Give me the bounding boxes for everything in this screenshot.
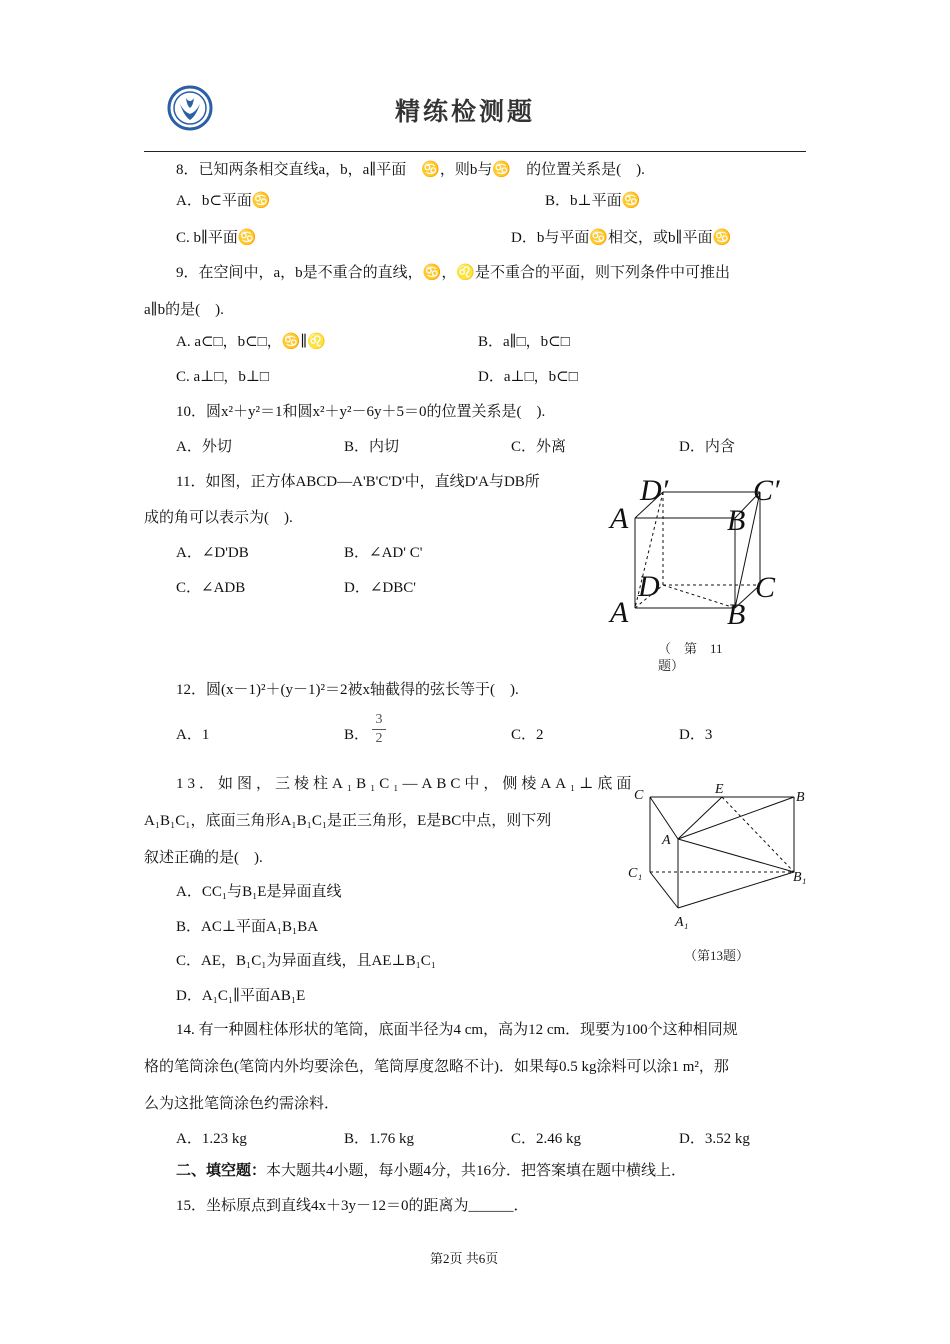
q13-option-b: B．AC⊥平面A₁B₁BA [176, 919, 319, 935]
q15-stem: 15．坐标原点到直线4x＋3y－12＝0的距离为______． [176, 1198, 529, 1214]
fraction-denominator: 2 [375, 731, 383, 746]
label-b-prime: B [727, 504, 746, 537]
q12-option-c: C．2 [511, 727, 544, 743]
logo-emblem-icon [166, 84, 214, 132]
q13-option-c: C．AE，B₁C₁为异面直线，且AE⊥B₁C₁ [176, 953, 437, 969]
q13-option-d: D．A₁C₁∥平面AB₁E [176, 988, 306, 1004]
prism-hidden-edge [722, 797, 794, 872]
q11-stem-line1: 11．如图，正方体ABCD—A'B'C'D'中，直线D'A与DB所 [176, 474, 540, 490]
label-a: A [662, 833, 671, 848]
q8-option-b: B．b⊥平面♋ [545, 193, 641, 209]
label-c1: C₁ [628, 866, 643, 881]
prism-edge [678, 797, 722, 839]
cube-diagonal-db [663, 585, 735, 608]
prism-edge [678, 797, 794, 839]
q11-option-b: B．∠AD' C' [344, 545, 423, 561]
q11-caption-line2: 题） [658, 658, 685, 673]
fraction-numerator: 3 [375, 712, 383, 727]
q14-stem-line3: 么为这批笔筒涂色约需涂料． [144, 1096, 340, 1112]
q14-stem-line2: 格的笔筒涂色(笔筒内外均要涂色，笔筒厚度忽略不计)．如果每0.5 kg涂料可以涂1 m²，那 [144, 1059, 729, 1075]
label-d: D [638, 570, 660, 603]
header-divider [144, 151, 806, 152]
label-c: C [755, 571, 776, 604]
q8-option-a: A．b⊂平面♋ [176, 193, 271, 209]
label-a1: A₁ [675, 915, 689, 930]
section-heading: 二、填空题： [176, 1163, 267, 1179]
q12-option-b: B． [344, 727, 370, 743]
label-e: E [715, 782, 724, 797]
header-title: 精练检测题 [395, 97, 536, 126]
prism-edge [678, 839, 794, 872]
q13-stem-line3: 叙述正确的是( ). [144, 850, 263, 866]
q11-option-a: A．∠D'DB [176, 545, 249, 561]
q13-option-a: A．CC₁与B₁E是异面直线 [176, 884, 342, 900]
label-d-prime: D′ [640, 474, 669, 507]
fraction-bar [372, 729, 386, 730]
q12-fraction [372, 712, 386, 747]
q8-option-d: D．b与平面♋相交，或b∥平面♋ [511, 230, 732, 246]
q10-option-b: B．内切 [344, 439, 400, 455]
q13-stem-line2: A₁B₁C₁，底面三角形A₁B₁C₁是正三角形，E是BC中点，则下列 [144, 813, 552, 829]
q11-cube-figure [605, 470, 795, 630]
q10-option-c: C．外离 [511, 439, 567, 455]
q13-prism-figure [622, 778, 817, 938]
label-a: A [610, 596, 629, 629]
q14-option-a: A．1.23 kg [176, 1131, 247, 1147]
q8-stem: 8．已知两条相交直线a，b，a∥平面 ♋，则b与♋ 的位置关系是( ). [176, 162, 645, 178]
label-b: B [796, 790, 805, 805]
q10-option-a: A．外切 [176, 439, 232, 455]
q9-option-d: D．a⊥□，b⊂□ [478, 369, 578, 385]
label-c: C [634, 788, 644, 803]
q11-stem-line2: 成的角可以表示为( ). [144, 510, 293, 526]
page-number: 第2页 共6页 [430, 1251, 499, 1266]
label-b: B [727, 598, 746, 630]
q10-stem: 10．圆x²＋y²＝1和圆x²＋y²－6y＋5＝0的位置关系是( ). [176, 404, 546, 420]
label-c-prime: C′ [753, 474, 780, 507]
label-a-prime: A [610, 502, 629, 535]
q9-stem-line1: 9．在空间中，a，b是不重合的直线，♋，♌是不重合的平面，则下列条件中可推出 [176, 265, 731, 281]
q10-option-d: D．内含 [679, 439, 735, 455]
q9-stem-line2: a∥b的是( ). [144, 302, 224, 318]
q12-option-d: D．3 [679, 727, 713, 743]
q14-option-b: B．1.76 kg [344, 1131, 415, 1147]
q9-option-a: A. a⊂□，b⊂□，♋∥♌ [176, 334, 327, 350]
q11-option-d: D．∠DBC' [344, 580, 416, 596]
q12-stem: 12．圆(x－1)²＋(y－1)²＝2被x轴截得的弦长等于( ). [176, 682, 519, 698]
prism-edge [650, 872, 678, 908]
q9-option-b: B．a∥□，b⊂□ [478, 334, 570, 350]
q9-option-c: C. a⊥□，b⊥□ [176, 369, 269, 385]
section-fill-in [176, 1159, 686, 1180]
q14-option-d: D．3.52 kg [679, 1131, 750, 1147]
q11-option-c: C．∠ADB [176, 580, 246, 596]
q14-option-c: C．2.46 kg [511, 1131, 582, 1147]
prism-edge [678, 872, 794, 908]
q8-option-c: C. b∥平面♋ [176, 230, 257, 246]
label-b1: B₁ [793, 870, 807, 885]
section-instructions: 本大题共4小题，每小题4分，共16分．把答案填在题中横线上． [266, 1163, 687, 1179]
q14-stem-line1: 14. 有一种圆柱体形状的笔筒，底面半径为4 cm，高为12 cm．现要为100个这种相同规 [176, 1022, 738, 1038]
q13-caption: （第13题） [684, 948, 750, 963]
q12-option-a: A．1 [176, 727, 210, 743]
q11-caption-line1: （ 第 11 [658, 641, 723, 656]
q13-stem-line1: 13．如图，三棱柱A₁B₁C₁—ABC中，侧棱AA₁⊥底面 [176, 776, 636, 792]
logo [166, 84, 214, 132]
